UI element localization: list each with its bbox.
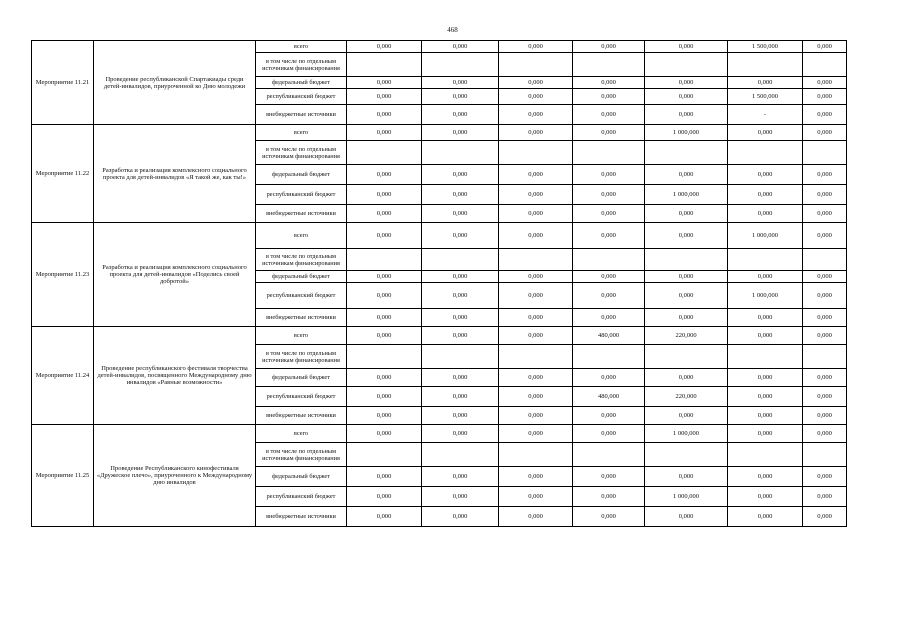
amount-cell: 1 000,000 <box>728 223 803 249</box>
amount-cell <box>573 345 645 369</box>
funding-source-label: всего <box>256 327 347 345</box>
amount-cell <box>645 249 728 271</box>
event-name: Проведение республиканской Спартакиады среди детей-инвалидов, приуроченной ко Дню молодежи <box>94 41 256 125</box>
amount-cell: 0,000 <box>573 369 645 387</box>
amount-cell <box>499 141 573 165</box>
amount-cell: 1 000,000 <box>728 283 803 309</box>
funding-source-label: республиканский бюджет <box>256 283 347 309</box>
amount-cell: 0,000 <box>573 271 645 283</box>
amount-cell: 0,000 <box>422 467 499 487</box>
amount-cell: 0,000 <box>499 77 573 89</box>
amount-cell: 0,000 <box>803 165 847 185</box>
amount-cell: 1 500,000 <box>728 89 803 105</box>
amount-cell <box>422 141 499 165</box>
funding-source-label: федеральный бюджет <box>256 369 347 387</box>
amount-cell: 0,000 <box>347 507 422 527</box>
amount-cell: 0,000 <box>499 407 573 425</box>
amount-cell: 0,000 <box>347 369 422 387</box>
amount-cell: 0,000 <box>728 185 803 205</box>
amount-cell: 0,000 <box>803 271 847 283</box>
amount-cell: 0,000 <box>573 507 645 527</box>
amount-cell: 0,000 <box>422 205 499 223</box>
amount-cell: 0,000 <box>728 125 803 141</box>
amount-cell: 0,000 <box>422 271 499 283</box>
funding-source-label: в том числе по отдельным источникам финансирования <box>256 249 347 271</box>
amount-cell: 0,000 <box>803 407 847 425</box>
amount-cell: 0,000 <box>422 89 499 105</box>
amount-cell <box>499 53 573 77</box>
amount-cell: 0,000 <box>499 309 573 327</box>
amount-cell: 0,000 <box>347 223 422 249</box>
amount-cell <box>803 53 847 77</box>
amount-cell <box>347 141 422 165</box>
event-name: Проведение Республиканского кинофестиваля «Дружеское плечо», приуроченного к Международному дню инвалидов <box>94 425 256 527</box>
funding-source-label: федеральный бюджет <box>256 77 347 89</box>
amount-cell: 0,000 <box>803 125 847 141</box>
funding-source-label: всего <box>256 425 347 443</box>
amount-cell: 0,000 <box>645 205 728 223</box>
amount-cell: 0,000 <box>573 105 645 125</box>
amount-cell: 0,000 <box>499 467 573 487</box>
amount-cell: 0,000 <box>499 205 573 223</box>
amount-cell: 0,000 <box>422 487 499 507</box>
funding-source-label: республиканский бюджет <box>256 89 347 105</box>
funding-source-label: в том числе по отдельным источникам финансирования <box>256 443 347 467</box>
amount-cell: 1 000,000 <box>645 185 728 205</box>
funding-source-label: внебюджетные источники <box>256 105 347 125</box>
amount-cell: 0,000 <box>728 467 803 487</box>
amount-cell <box>573 249 645 271</box>
amount-cell: 0,000 <box>573 165 645 185</box>
table-row <box>32 223 847 249</box>
funding-source-label: в том числе по отдельным источникам финансирования <box>256 53 347 77</box>
amount-cell: 0,000 <box>347 165 422 185</box>
amount-cell: 0,000 <box>645 283 728 309</box>
amount-cell <box>803 345 847 369</box>
amount-cell: 0,000 <box>645 41 728 53</box>
amount-cell: 0,000 <box>573 125 645 141</box>
amount-cell: 0,000 <box>573 487 645 507</box>
amount-cell: 0,000 <box>347 309 422 327</box>
table-row <box>32 41 847 53</box>
amount-cell <box>499 249 573 271</box>
event-code: Мероприятие 11.24 <box>32 327 94 425</box>
amount-cell: 0,000 <box>645 89 728 105</box>
funding-source-label: внебюджетные источники <box>256 205 347 223</box>
funding-source-label: внебюджетные источники <box>256 309 347 327</box>
funding-source-label: республиканский бюджет <box>256 487 347 507</box>
amount-cell: 0,000 <box>499 387 573 407</box>
amount-cell: 0,000 <box>422 125 499 141</box>
amount-cell <box>347 345 422 369</box>
amount-cell: 0,000 <box>645 77 728 89</box>
amount-cell: 0,000 <box>499 185 573 205</box>
amount-cell <box>573 141 645 165</box>
amount-cell: 0,000 <box>803 185 847 205</box>
budget-table <box>31 40 847 527</box>
amount-cell: 0,000 <box>803 105 847 125</box>
amount-cell: 0,000 <box>573 425 645 443</box>
amount-cell: 0,000 <box>422 407 499 425</box>
amount-cell: 480,000 <box>573 327 645 345</box>
amount-cell <box>803 141 847 165</box>
amount-cell: - <box>728 105 803 125</box>
amount-cell: 0,000 <box>803 387 847 407</box>
amount-cell: 0,000 <box>347 467 422 487</box>
amount-cell <box>803 443 847 467</box>
amount-cell: 0,000 <box>803 327 847 345</box>
amount-cell: 0,000 <box>422 387 499 407</box>
amount-cell: 0,000 <box>573 89 645 105</box>
amount-cell: 0,000 <box>347 77 422 89</box>
event-name: Разработка и реализация комплексного социального проекта для детей-инвалидов «Поделись своей добротой» <box>94 223 256 327</box>
funding-source-label: федеральный бюджет <box>256 165 347 185</box>
amount-cell <box>499 345 573 369</box>
amount-cell <box>645 443 728 467</box>
table-row <box>32 327 847 345</box>
amount-cell: 0,000 <box>499 425 573 443</box>
amount-cell: 0,000 <box>645 165 728 185</box>
amount-cell <box>347 443 422 467</box>
amount-cell: 0,000 <box>803 223 847 249</box>
amount-cell: 0,000 <box>422 283 499 309</box>
amount-cell: 1 000,000 <box>645 425 728 443</box>
amount-cell: 0,000 <box>645 467 728 487</box>
amount-cell <box>728 345 803 369</box>
amount-cell: 0,000 <box>573 407 645 425</box>
amount-cell: 0,000 <box>422 185 499 205</box>
amount-cell: 0,000 <box>347 271 422 283</box>
amount-cell <box>645 141 728 165</box>
amount-cell: 0,000 <box>573 77 645 89</box>
amount-cell: 0,000 <box>728 77 803 89</box>
amount-cell <box>499 443 573 467</box>
amount-cell: 0,000 <box>803 283 847 309</box>
event-code: Мероприятие 11.23 <box>32 223 94 327</box>
amount-cell: 1 000,000 <box>645 125 728 141</box>
amount-cell: 0,000 <box>499 165 573 185</box>
event-code: Мероприятие 11.21 <box>32 41 94 125</box>
amount-cell <box>728 249 803 271</box>
amount-cell: 0,000 <box>422 507 499 527</box>
amount-cell: 0,000 <box>803 487 847 507</box>
amount-cell: 0,000 <box>728 387 803 407</box>
amount-cell: 0,000 <box>645 369 728 387</box>
amount-cell: 480,000 <box>573 387 645 407</box>
amount-cell: 0,000 <box>573 185 645 205</box>
funding-source-label: внебюджетные источники <box>256 407 347 425</box>
amount-cell: 0,000 <box>803 77 847 89</box>
amount-cell: 0,000 <box>803 369 847 387</box>
funding-source-label: в том числе по отдельным источникам финансирования <box>256 141 347 165</box>
event-code: Мероприятие 11.22 <box>32 125 94 223</box>
table-row <box>32 425 847 443</box>
amount-cell: 0,000 <box>803 41 847 53</box>
amount-cell: 0,000 <box>347 41 422 53</box>
amount-cell <box>728 443 803 467</box>
amount-cell: 0,000 <box>499 89 573 105</box>
amount-cell: 0,000 <box>347 283 422 309</box>
amount-cell: 0,000 <box>728 487 803 507</box>
amount-cell <box>728 141 803 165</box>
amount-cell: 0,000 <box>347 425 422 443</box>
amount-cell: 0,000 <box>499 41 573 53</box>
amount-cell: 0,000 <box>728 205 803 223</box>
amount-cell: 0,000 <box>347 105 422 125</box>
amount-cell <box>573 53 645 77</box>
funding-source-label: всего <box>256 125 347 141</box>
amount-cell: 0,000 <box>645 507 728 527</box>
amount-cell: 0,000 <box>499 369 573 387</box>
amount-cell: 220,000 <box>645 327 728 345</box>
amount-cell: 0,000 <box>347 407 422 425</box>
amount-cell: 0,000 <box>347 89 422 105</box>
amount-cell: 0,000 <box>803 205 847 223</box>
amount-cell: 220,000 <box>645 387 728 407</box>
amount-cell <box>645 345 728 369</box>
amount-cell: 0,000 <box>803 309 847 327</box>
amount-cell: 0,000 <box>422 425 499 443</box>
amount-cell: 0,000 <box>573 467 645 487</box>
amount-cell: 0,000 <box>422 309 499 327</box>
amount-cell: 0,000 <box>422 165 499 185</box>
amount-cell: 0,000 <box>347 487 422 507</box>
amount-cell <box>728 53 803 77</box>
funding-source-label: всего <box>256 41 347 53</box>
page-number: 468 <box>447 26 458 34</box>
amount-cell: 0,000 <box>422 77 499 89</box>
amount-cell: 0,000 <box>803 507 847 527</box>
amount-cell: 0,000 <box>422 369 499 387</box>
amount-cell: 0,000 <box>645 407 728 425</box>
amount-cell: 0,000 <box>422 223 499 249</box>
amount-cell: 0,000 <box>499 327 573 345</box>
amount-cell: 0,000 <box>728 327 803 345</box>
amount-cell <box>347 249 422 271</box>
amount-cell: 0,000 <box>728 165 803 185</box>
amount-cell: 0,000 <box>645 271 728 283</box>
amount-cell: 0,000 <box>347 387 422 407</box>
funding-source-label: в том числе по отдельным источникам финансирования <box>256 345 347 369</box>
amount-cell: 0,000 <box>728 425 803 443</box>
amount-cell: 0,000 <box>645 309 728 327</box>
amount-cell <box>803 249 847 271</box>
amount-cell <box>422 443 499 467</box>
amount-cell: 0,000 <box>422 41 499 53</box>
amount-cell: 0,000 <box>728 507 803 527</box>
amount-cell: 0,000 <box>499 487 573 507</box>
amount-cell: 0,000 <box>347 205 422 223</box>
amount-cell: 0,000 <box>347 327 422 345</box>
amount-cell: 0,000 <box>422 105 499 125</box>
amount-cell: 0,000 <box>347 125 422 141</box>
amount-cell: 0,000 <box>803 467 847 487</box>
amount-cell: 0,000 <box>499 271 573 283</box>
amount-cell: 0,000 <box>728 407 803 425</box>
amount-cell <box>422 345 499 369</box>
event-name: Проведение республиканского фестиваля творчества детей-инвалидов, посвященного Международному дню инвалидов «Равные возможности» <box>94 327 256 425</box>
amount-cell: 0,000 <box>422 327 499 345</box>
amount-cell: 0,000 <box>499 223 573 249</box>
amount-cell: 0,000 <box>499 125 573 141</box>
event-name: Разработка и реализация комплексного социального проекта для детей-инвалидов «Я такой же, как ты!» <box>94 125 256 223</box>
amount-cell: 0,000 <box>728 369 803 387</box>
amount-cell <box>573 443 645 467</box>
funding-source-label: федеральный бюджет <box>256 271 347 283</box>
amount-cell: 0,000 <box>499 283 573 309</box>
event-code: Мероприятие 11.25 <box>32 425 94 527</box>
amount-cell <box>422 53 499 77</box>
amount-cell: 0,000 <box>645 105 728 125</box>
amount-cell <box>645 53 728 77</box>
amount-cell: 0,000 <box>803 89 847 105</box>
amount-cell: 0,000 <box>573 283 645 309</box>
amount-cell: 0,000 <box>573 205 645 223</box>
funding-source-label: всего <box>256 223 347 249</box>
funding-source-label: внебюджетные источники <box>256 507 347 527</box>
amount-cell <box>347 53 422 77</box>
funding-source-label: республиканский бюджет <box>256 387 347 407</box>
table-row <box>32 125 847 141</box>
amount-cell <box>422 249 499 271</box>
amount-cell: 0,000 <box>728 271 803 283</box>
funding-source-label: федеральный бюджет <box>256 467 347 487</box>
amount-cell: 0,000 <box>499 105 573 125</box>
amount-cell: 1 500,000 <box>728 41 803 53</box>
amount-cell: 0,000 <box>728 309 803 327</box>
amount-cell: 0,000 <box>347 185 422 205</box>
amount-cell: 0,000 <box>573 41 645 53</box>
amount-cell: 0,000 <box>573 309 645 327</box>
amount-cell: 0,000 <box>645 223 728 249</box>
funding-source-label: республиканский бюджет <box>256 185 347 205</box>
amount-cell: 0,000 <box>499 507 573 527</box>
amount-cell: 1 000,000 <box>645 487 728 507</box>
amount-cell: 0,000 <box>573 223 645 249</box>
amount-cell: 0,000 <box>803 425 847 443</box>
